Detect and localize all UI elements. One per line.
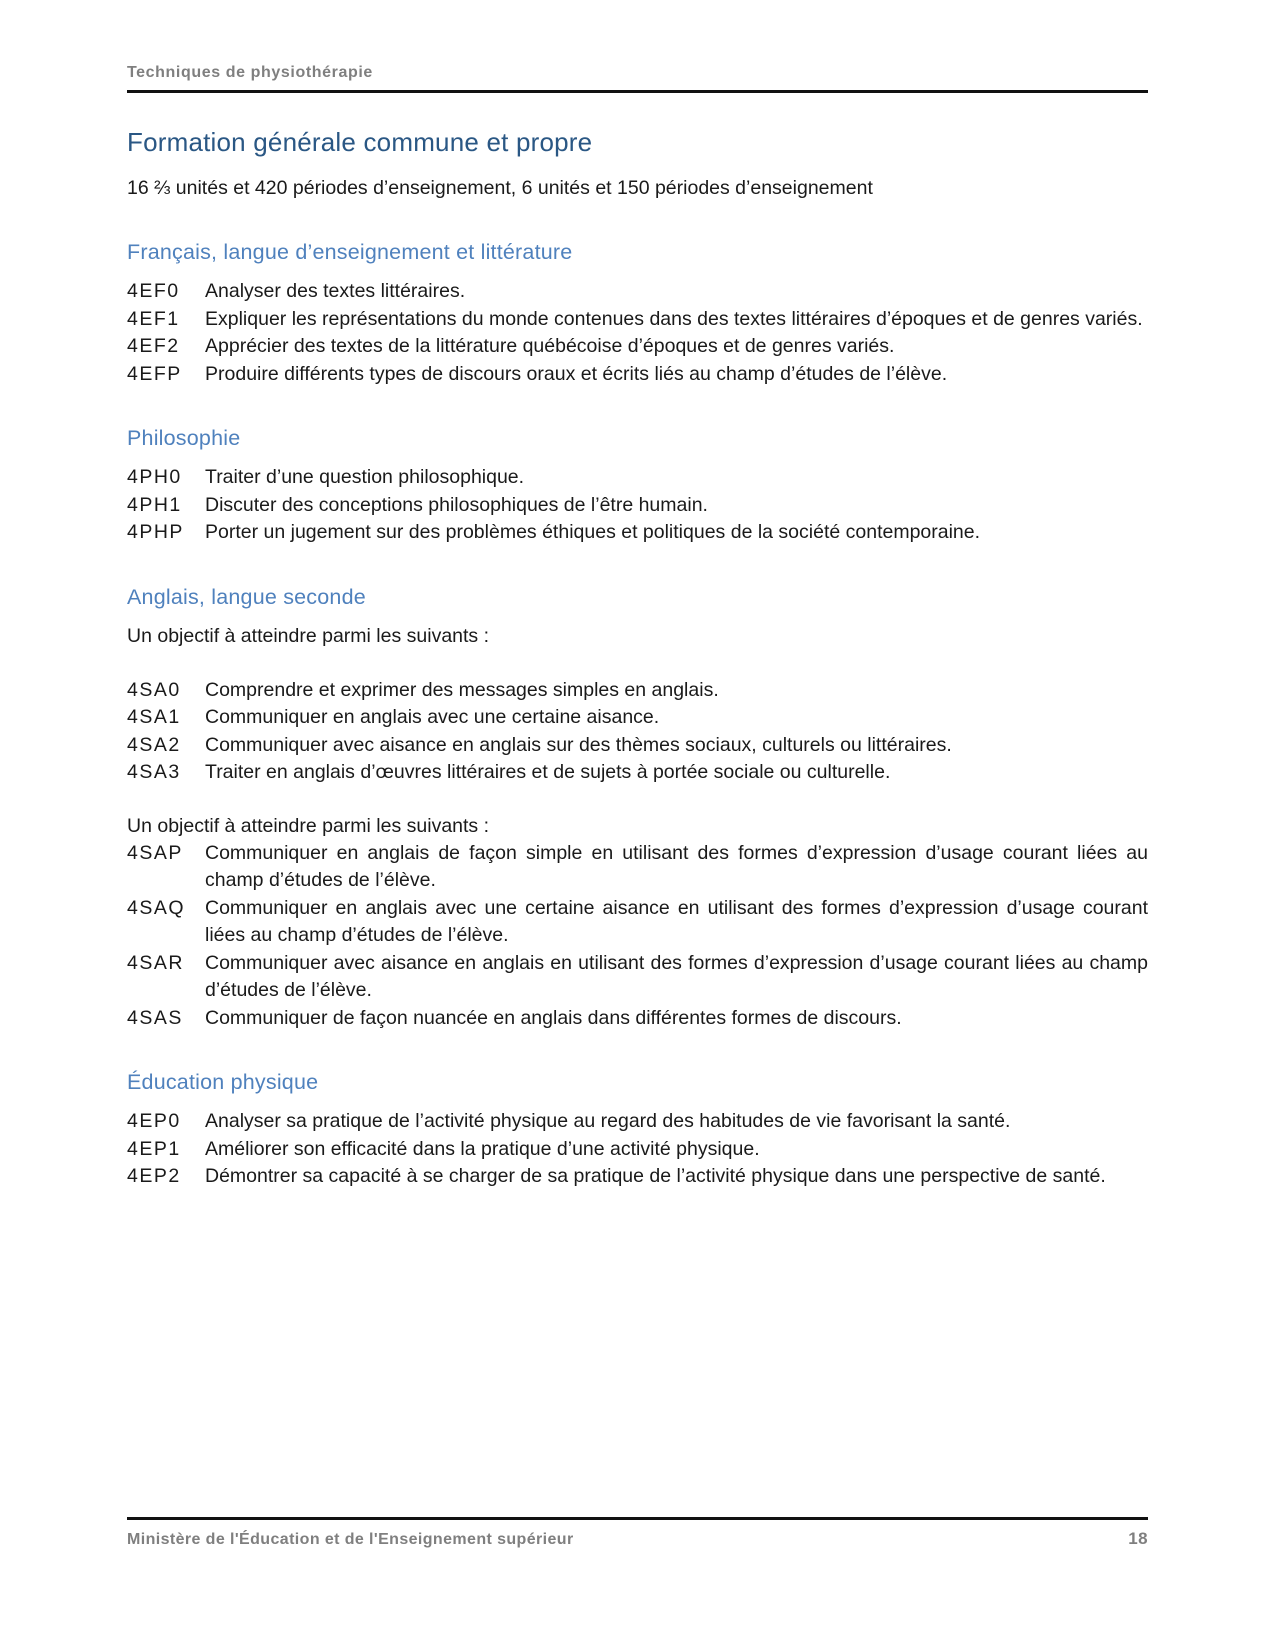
objective-intro: Un objectif à atteindre parmi les suivants : [127,814,490,837]
objective-list [127,1108,1148,1191]
objective-code: 4EP0 [127,1110,181,1132]
objective-list [127,464,1148,547]
objective-row [127,677,1148,705]
objective-code: 4PHP [127,521,184,543]
section-heading: Éducation physique [127,1070,319,1094]
objective-text: Communiquer en anglais de façon simple en utilisant des formes d’expression d’usage courant liées au champ d’études de l’élève. [205,841,1148,891]
objective-row [127,950,1148,1005]
objective-row [127,519,1148,547]
objective-text: Communiquer en anglais avec une certaine aisance. [205,706,660,728]
objective-row [127,732,1148,760]
objective-text: Améliorer son efficacité dans la pratique d’une activité physique. [205,1137,760,1160]
objective-row [127,1136,1148,1164]
objective-list [127,677,1148,787]
objective-code: 4EF1 [127,307,180,330]
objective-text: Communiquer avec aisance en anglais sur des thèmes sociaux, culturels ou littéraires. [205,733,952,756]
objective-row [127,1005,1148,1033]
objective-code: 4SA3 [127,761,181,783]
page-number: 18 [1128,1529,1148,1548]
objective-row [127,1163,1148,1191]
objective-text: Communiquer de façon nuancée en anglais dans différentes formes de discours. [205,1006,902,1029]
objective-row [127,333,1148,361]
objective-code: 4SA2 [127,733,181,756]
objective-code: 4EP1 [127,1137,181,1160]
footer-ministry-text: Ministère de l'Éducation et de l'Enseignement supérieur [127,1531,574,1548]
objective-text: Porter un jugement sur des problèmes éthiques et politiques de la société contemporaine. [205,521,981,543]
section-heading: Anglais, langue seconde [127,584,366,609]
section-philosophie [127,426,1148,547]
objective-row [127,361,1148,389]
objective-row [127,278,1148,306]
objective-code: 4EFP [127,362,182,385]
objective-row [127,840,1148,895]
objective-text: Démontrer sa capacité à se charger de sa pratique de l’activité physique dans une perspective de santé. [205,1165,1106,1187]
objective-code: 4PH1 [127,493,182,516]
objective-code: 4SAP [127,841,183,864]
objective-code: 4EP2 [127,1165,181,1187]
objective-code: 4SA1 [127,706,181,728]
section-francais [127,240,1148,388]
section-education-physique [127,1070,1148,1191]
objective-code: 4SAR [127,951,184,974]
objective-text: Produire différents types de discours oraux et écrits liés au champ d’études de l’élève. [205,362,948,385]
section-heading: Français, langue d’enseignement et littérature [127,240,573,264]
objective-row [127,492,1148,520]
objective-text: Expliquer les représentations du monde contenues dans des textes littéraires d’époques et de genres variés. [205,307,1143,330]
objective-code: 4SAS [127,1006,183,1029]
objective-row [127,306,1148,334]
objective-text: Comprendre et exprimer des messages simples en anglais. [205,678,719,701]
objective-row [127,1108,1148,1136]
objective-text: Analyser sa pratique de l’activité physique au regard des habitudes de vie favorisant la santé. [205,1110,1011,1132]
objective-text: Analyser des textes littéraires. [205,280,466,302]
page-title: Formation générale commune et propre [127,127,593,157]
objective-text: Apprécier des textes de la littérature québécoise d’époques et de genres variés. [205,335,895,357]
objective-text: Communiquer avec aisance en anglais en utilisant des formes d’expression d’usage courant liées au champ d’études de l’élève. [205,951,1148,1001]
section-heading: Philosophie [127,426,241,450]
objective-text: Discuter des conceptions philosophiques de l’être humain. [205,493,708,516]
running-header [127,64,1148,93]
objective-list [127,278,1148,388]
sections [127,240,1148,1191]
page-content [127,64,1148,1191]
objective-intro: Un objectif à atteindre parmi les suivants : [127,624,490,647]
objective-code: 4EF2 [127,335,180,357]
units-periods-line: 16 ⅔ unités et 420 périodes d’enseignement, 6 unités et 150 périodes d’enseignement [127,177,873,199]
objective-row [127,464,1148,492]
page-footer [127,1517,1148,1549]
objective-text: Communiquer en anglais avec une certaine aisance en utilisant des formes d’expression d’usage courant liées au champ d’études de l’élève. [205,896,1148,946]
objective-code: 4EF0 [127,280,180,302]
objective-row [127,895,1148,950]
section-anglais [127,585,1148,1033]
objective-row [127,759,1148,787]
objective-code: 4PH0 [127,466,182,488]
objective-text: Traiter d’une question philosophique. [205,466,525,488]
objective-list [127,840,1148,1033]
objective-code: 4SAQ [127,896,186,919]
objective-text: Traiter en anglais d’œuvres littéraires et de sujets à portée sociale ou culturelle. [205,761,891,783]
running-header-text: Techniques de physiothérapie [127,64,373,81]
objective-code: 4SA0 [127,678,181,701]
objective-row [127,704,1148,732]
